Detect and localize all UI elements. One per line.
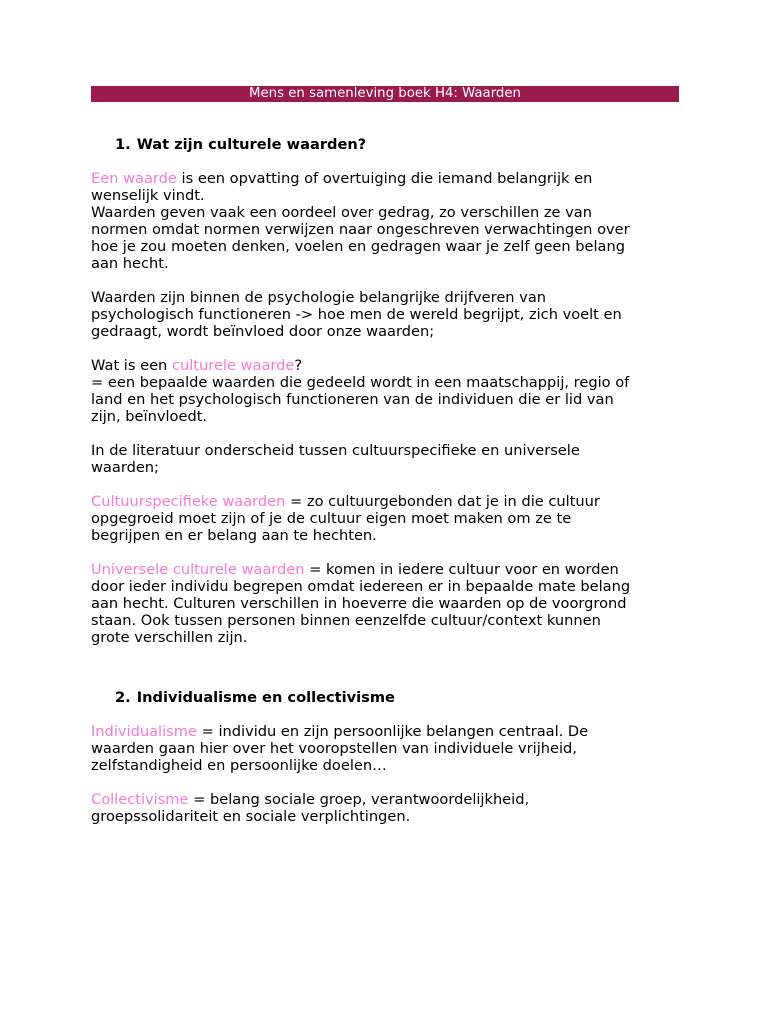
document-page bbox=[91, 86, 679, 825]
section-2-number: 2. bbox=[115, 689, 131, 706]
paragraph-een-waarde: Een waarde is een opvatting of overtuiging die iemand belangrijk en wenselijk vindt. Waarden geven vaak een oordeel over gedrag, zo verschillen ze van normen omdat normen verwijzen naar ongeschreven verwachtingen over hoe je zou moeten denken, voelen en gedragen waar je zelf geen belang aan hecht. bbox=[91, 170, 630, 272]
section-2-title: Individualisme en collectivisme bbox=[136, 689, 395, 706]
section-1-number: 1. bbox=[115, 136, 131, 153]
term-individualisme: Individualisme bbox=[91, 723, 197, 740]
paragraph-collectivisme: Collectivisme = belang sociale groep, verantwoordelijkheid, groepssolidariteit en sociale verplichtingen. bbox=[91, 791, 530, 825]
term-culturele-waarde: culturele waarde bbox=[171, 357, 295, 374]
paragraph-culturele-waarde: Wat is een culturele waarde? = een bepaalde waarden die gedeeld wordt in een maatschappij, regio of land en het psychologisch functioneren van de individuen die er lid van zijn, beïnvloedt. bbox=[91, 357, 630, 425]
paragraph-cultuurspecifieke-waarden: Cultuurspecifieke waarden = zo cultuurgebonden dat je in die cultuur opgegroeid moet zijn of je de cultuur eigen moet maken om ze te begrijpen en er belang aan te hechten. bbox=[91, 493, 600, 544]
section-2-heading bbox=[91, 689, 679, 706]
paragraph-literatuur: In de literatuur onderscheid tussen cultuurspecifieke en universele waarden; bbox=[91, 442, 580, 476]
document-title-bar bbox=[91, 86, 679, 102]
term-universele-culturele-waarden: Universele culturele waarden bbox=[91, 561, 305, 578]
term-cultuurspecifieke-waarden: Cultuurspecifieke waarden bbox=[91, 493, 286, 510]
term-een-waarde: Een waarde bbox=[91, 170, 177, 187]
section-1-heading bbox=[91, 136, 679, 153]
paragraph-drijfveren: Waarden zijn binnen de psychologie belangrijke drijfveren van psychologisch functioneren -> hoe men de wereld begrijpt, zich voelt en gedraagt, wordt beïnvloed door onze waarden; bbox=[91, 289, 622, 340]
paragraph-universele-waarden: Universele culturele waarden = komen in iedere cultuur voor en worden door ieder individu begrepen omdat iedereen er in bepaalde mate belang aan hecht. Culturen verschillen in hoeverre die waarden op de voorgrond staan. Ook tussen personen binnen eenzelfde cultuur/context kunnen grote verschillen zijn. bbox=[91, 561, 631, 646]
term-collectivisme: Collectivisme bbox=[91, 791, 189, 808]
document-title: Mens en samenleving boek H4: Waarden bbox=[249, 86, 521, 101]
paragraph-individualisme: Individualisme = individu en zijn persoonlijke belangen centraal. De waarden gaan hier over het vooropstellen van individuele vrijheid, zelfstandigheid en persoonlijke doelen… bbox=[91, 723, 589, 774]
section-1-title: Wat zijn culturele waarden? bbox=[136, 136, 367, 153]
